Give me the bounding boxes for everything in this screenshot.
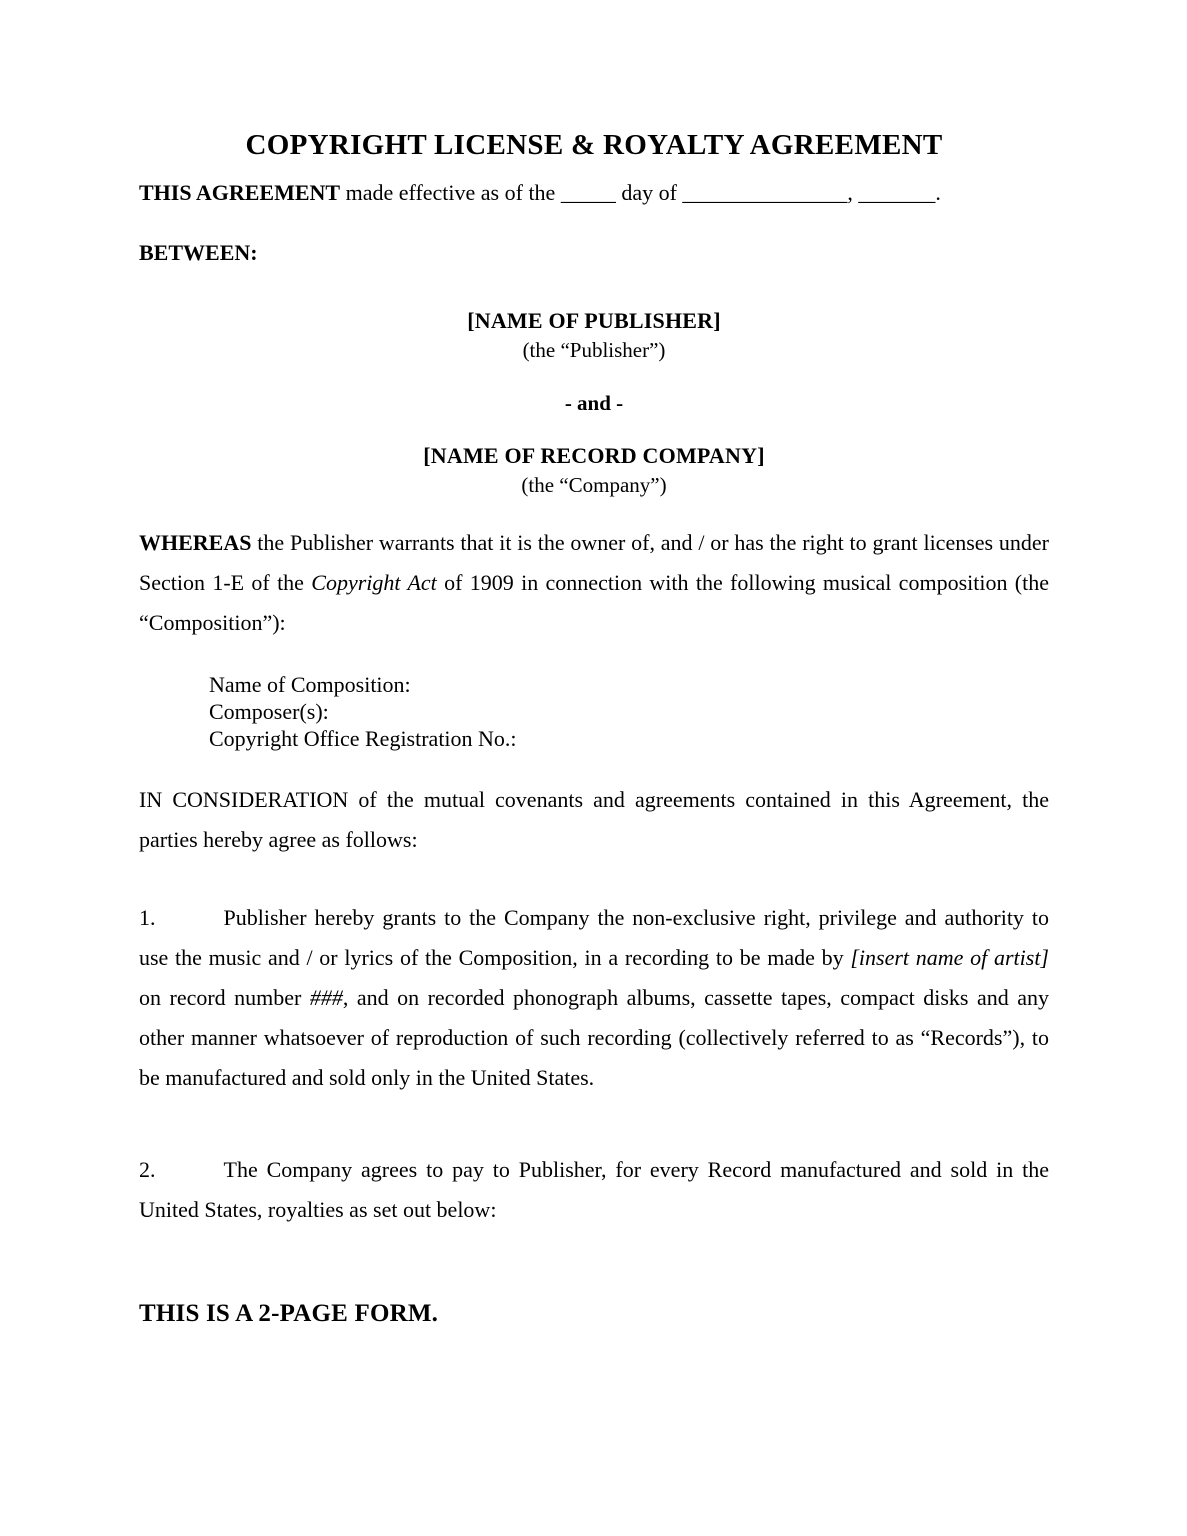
clause-1-text-part1: Publisher hereby grants to the Company the non-exclusive right, privilege and authority to use the music and / or lyrics of the Composition, in a recording to be made by xyxy=(139,905,1049,970)
effective-date-line xyxy=(139,178,1049,208)
company-alias: (the “Company”) xyxy=(521,473,667,497)
this-agreement-label: THIS AGREEMENT xyxy=(139,180,341,205)
whereas-text-part2: of 1909 in connection with the following musical composition (the “Composition”): xyxy=(139,570,1049,635)
field-name-of-composition: Name of Composition: xyxy=(209,672,411,697)
clause-2-number: 2. xyxy=(139,1157,156,1182)
clause-2-text-part1: The Company agrees to pay to Publisher, for every Record manufactured and sold in the United States, royalties as set out below: xyxy=(139,1157,1049,1222)
field-composers: Composer(s): xyxy=(209,699,329,724)
page-title: COPYRIGHT LICENSE & ROYALTY AGREEMENT xyxy=(245,129,943,161)
page-count-note: THIS IS A 2-PAGE FORM. xyxy=(139,1300,439,1327)
whereas-label: WHEREAS xyxy=(139,530,252,555)
clause-1 xyxy=(139,898,1049,1098)
consideration-paragraph: IN CONSIDERATION of the mutual covenants and agreements contained in this Agreement, the parties hereby agree as follows: xyxy=(139,787,1049,852)
party-separator: - and - xyxy=(564,391,624,415)
clause-1-artist-placeholder: [insert name of artist] xyxy=(850,945,1049,970)
clause-1-text-part2: on record number xyxy=(139,985,310,1010)
company-party-block xyxy=(139,441,1049,500)
publisher-name: [NAME OF PUBLISHER] xyxy=(467,308,721,333)
effective-date-text: made effective as of the _____ day of _______________, _______. xyxy=(340,180,941,205)
publisher-alias: (the “Publisher”) xyxy=(522,338,666,362)
whereas-paragraph xyxy=(139,523,1049,643)
clause-1-text-part3: , and on recorded phonograph albums, cassette tapes, compact disks and any other manner whatsoever of reproduction of such recording (collectively referred to as “Records”), to be manufactured and sold only in the United States. xyxy=(139,985,1049,1090)
copyright-act-citation: Copyright Act xyxy=(311,570,437,595)
spacer xyxy=(139,882,1049,898)
field-registration-no: Copyright Office Registration No.: xyxy=(209,726,517,751)
clause-1-record-number-placeholder: ### xyxy=(309,985,343,1010)
clause-1-number: 1. xyxy=(139,905,156,930)
clause-2 xyxy=(139,1150,1049,1230)
composition-fields xyxy=(209,671,1049,752)
document-body xyxy=(139,128,1049,1252)
spacer xyxy=(139,500,1049,523)
between-label: BETWEEN: xyxy=(139,240,258,265)
company-name: [NAME OF RECORD COMPANY] xyxy=(423,443,765,468)
whereas-text-part1: the Publisher warrants that it is the owner of, and / or has the right to grant licenses under Section 1-E of the xyxy=(139,530,1049,595)
publisher-party-block xyxy=(139,306,1049,365)
spacer xyxy=(139,1120,1049,1150)
